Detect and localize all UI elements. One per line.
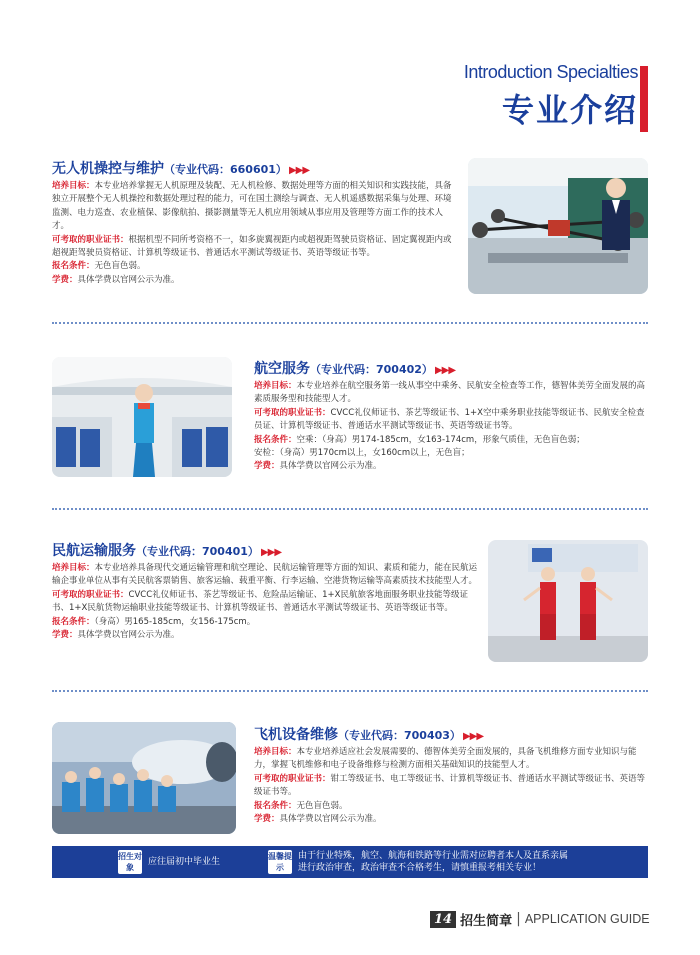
section-divider [52, 690, 648, 692]
header-accent-bar [640, 66, 648, 132]
photo-flight-attendant [52, 357, 232, 477]
arrows-icon: ▶▶▶ [288, 165, 310, 176]
goal-paragraph: 培养目标：本专业培养具备现代交通运输管理和航空理论、民航运输管理等方面的知识、素质和能力，能在民航运输企事业单位从事有关民航客票销售、旅客运输、载重平衡、行李运输、空港货物运输等高素质技术技能型人才。 [52, 563, 478, 587]
page-header [464, 62, 638, 131]
major-code: （专业代码：700402） [310, 363, 433, 376]
arrows-icon: ▶▶▶ [462, 731, 484, 742]
fee-paragraph: 学费：具体学费以官网公示为准。 [52, 274, 180, 285]
requirement-paragraph: 报名条件：无色盲色弱。 [52, 261, 146, 272]
guide-title-cn: 招生简章 [460, 913, 513, 929]
major-title [254, 358, 650, 378]
page-footer [430, 908, 650, 930]
major-title [254, 724, 650, 744]
major-code: （专业代码：660601） [164, 163, 287, 176]
section-divider [52, 322, 648, 324]
requirement-paragraph: 报名条件：无色盲色弱。 [254, 800, 348, 811]
goal-paragraph: 培养目标：本专业培养在航空服务第一线从事空中乘务、民航安全检查等工作，德智体美劳全面发展的高素质服务型和技能型人才。 [254, 381, 646, 405]
cert-paragraph: 可考取的职业证书：CVCC礼仪师证书、茶艺等级证书、1+X空中乘务职业技能等级证书、民航安全检查员证、计算机等级证书、普通话水平测试等级证书、英语等级证书等。 [254, 407, 645, 432]
enrollment-target-text: 应往届初中毕业生 [148, 857, 221, 867]
enrollment-target-tag: 招生对象 [118, 852, 142, 872]
header-zh-title: 专业介绍 [501, 91, 638, 129]
photo-aircraft-maintenance [52, 722, 236, 834]
major-section-aircraft-maintenance [254, 724, 650, 826]
notice-line-2: 进行政治审查，政治审查不合格考生，请慎重报考相关专业！ [298, 863, 542, 873]
major-title [52, 540, 482, 560]
goal-paragraph: 培养目标：本专业培养适应社会发展需要的、德智体美劳全面发展的，具备飞机维修方面专业知识与能力，掌握飞机维修和电子设备维修与检测方面相关基础知识的技能型人才。 [254, 747, 637, 771]
header-en-title: Introduction Specialties [463, 62, 638, 82]
requirement-paragraph-2: 安检：（身高）男170cm以上，女160cm以上，无色盲； [254, 448, 470, 459]
footer-separator: | [516, 911, 521, 927]
requirement-paragraph: 报名条件：空乘：（身高）男174-185cm，女163-174cm，形象气质佳，无色盲色弱； [254, 434, 585, 445]
fee-paragraph: 学费：具体学费以官网公示为准。 [52, 630, 180, 641]
fee-paragraph: 学费：具体学费以官网公示为准。 [254, 461, 382, 472]
notice-line-1: 由于行业特殊，航空、航海和铁路等行业需对应聘者本人及直系亲属 [298, 851, 569, 861]
major-code: （专业代码：700401） [136, 545, 259, 558]
major-details [52, 562, 482, 642]
major-name: 无人机操控与维护 [52, 161, 164, 177]
major-section-transport-service [52, 540, 482, 642]
major-name: 飞机设备维修 [254, 727, 338, 743]
major-details [254, 380, 650, 474]
cert-paragraph: 可考取的职业证书：根据机型不同所考资格不一，如多旋翼视距内或超视距驾驶员资格证、固定翼视距内或超视距驾驶员资格证、计算机等级证书、普通话水平测试等级证书、英语等级证书等。 [52, 234, 452, 259]
major-name: 航空服务 [254, 361, 310, 377]
cert-paragraph: 可考取的职业证书：钳工等级证书、电工等级证书、计算机等级证书、普通话水平测试等级证书、英语等级证书等。 [254, 773, 646, 798]
section-divider [52, 508, 648, 510]
major-section-uav [52, 158, 452, 287]
major-title [52, 158, 452, 178]
requirement-paragraph: 报名条件：（身高）男165-185cm，女156-175cm。 [52, 616, 256, 627]
major-code: （专业代码：700403） [338, 729, 461, 742]
notice-tag: 温馨提示 [268, 852, 292, 872]
photo-drone-classroom [468, 158, 648, 294]
photo-ground-staff [488, 540, 648, 662]
fee-paragraph: 学费：具体学费以官网公示为准。 [254, 814, 382, 825]
cert-paragraph: 可考取的职业证书：CVCC礼仪师证书、茶艺等级证书、危险品运输证、1+X民航旅客地面服务职业技能等级证书、1+X民航货物运输职业技能等级证书、计算机等级证书、普通话水平测试等级证书、英语等级证书等。 [52, 589, 468, 614]
notice-text [298, 850, 568, 874]
page-number: 14 [430, 911, 456, 928]
major-section-aviation-service [254, 358, 650, 474]
admission-info-bar [52, 846, 648, 878]
guide-title-en: APPLICATION GUIDE [524, 912, 650, 926]
arrows-icon: ▶▶▶ [434, 365, 456, 376]
major-details [254, 746, 650, 826]
major-name: 民航运输服务 [52, 543, 136, 559]
major-details [52, 180, 452, 287]
arrows-icon: ▶▶▶ [260, 547, 282, 558]
goal-paragraph: 培养目标：本专业培养掌握无人机原理及装配、无人机检修、数据处理等方面的相关知识和实践技能，具备独立开展整个无人机操控和数据处理过程的能力，可在国土测绘与调查、无人机遥感数据采集与处理、环境监测、电力巡查、农业植保、影像航拍、摄影测量等无人机应用领域从事应用及管理等方面工作的技术人才。 [52, 181, 452, 232]
